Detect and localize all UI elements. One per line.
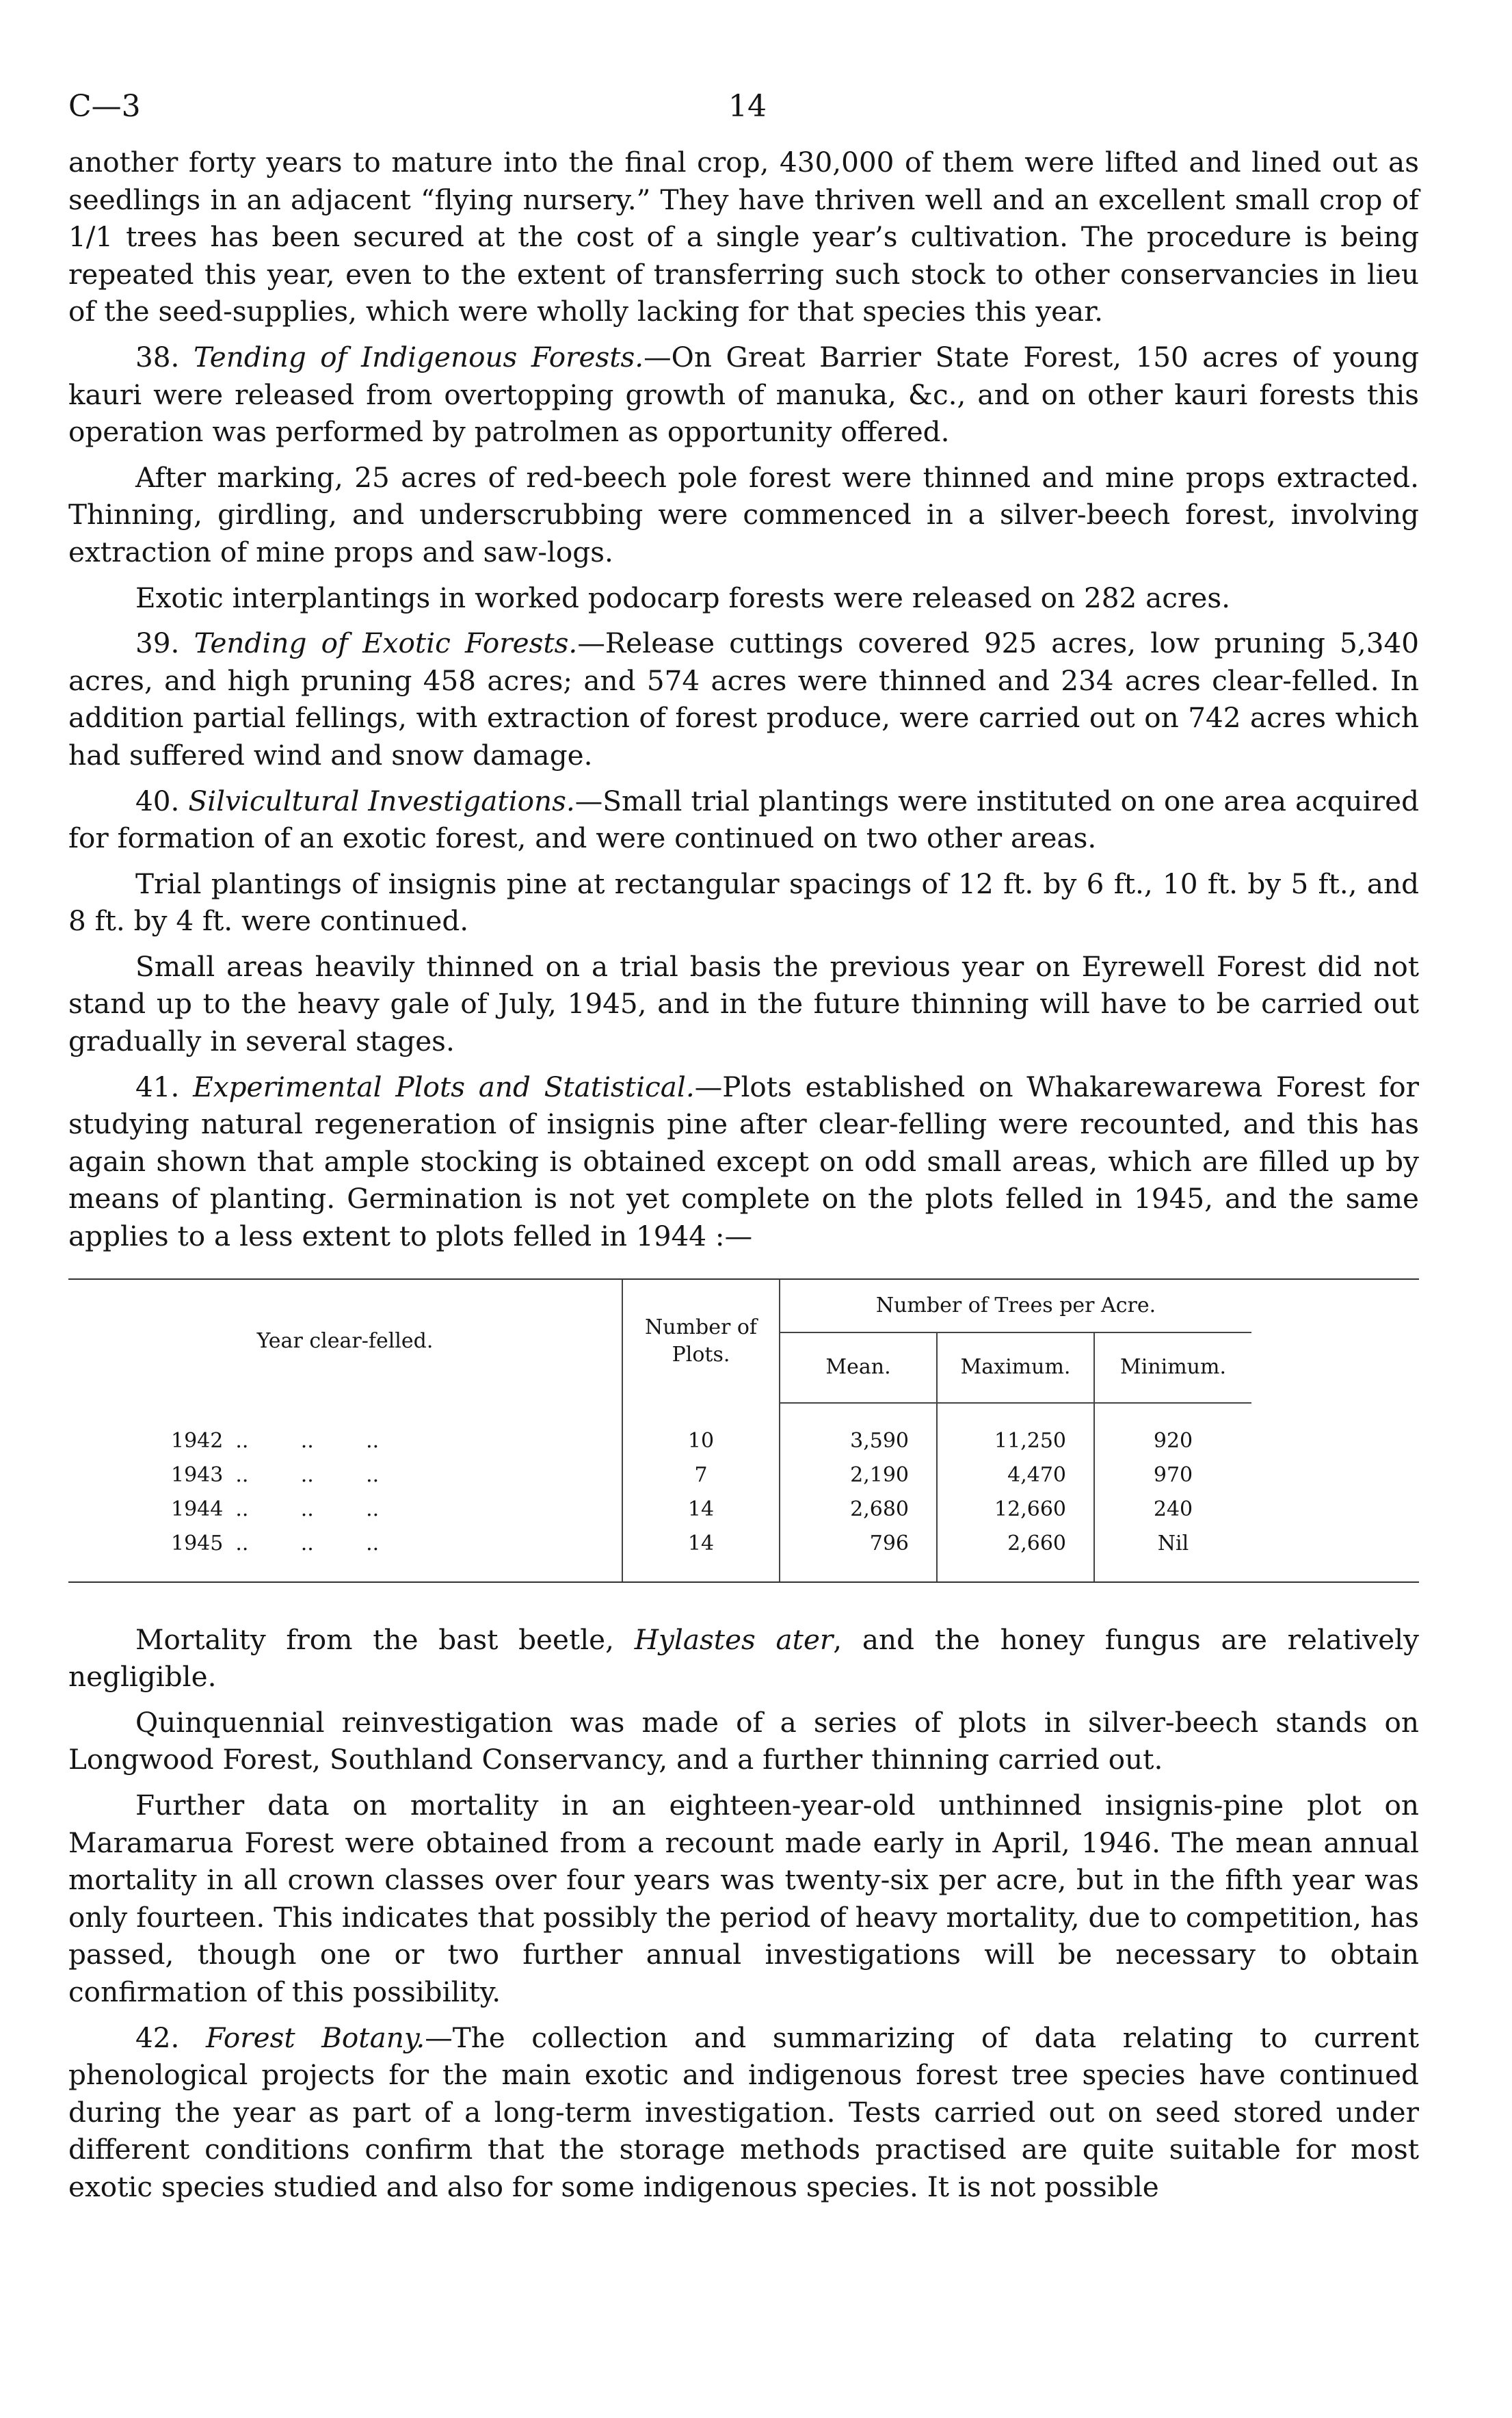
row-minimum: 970 xyxy=(1094,1458,1251,1493)
row-minimum: Nil xyxy=(1094,1527,1251,1561)
row-plots: 14 xyxy=(622,1527,780,1561)
section-number: 41. xyxy=(135,1070,180,1103)
paragraph: Exotic interplantings in worked podocarp forests were released on 282 acres. xyxy=(135,581,1230,614)
section-heading: Silvicultural Investigations. xyxy=(188,784,575,817)
row-maximum: 4,470 xyxy=(937,1458,1094,1493)
series-code: C—3 xyxy=(68,89,141,124)
regeneration-table xyxy=(68,1278,1419,1583)
row-spacer xyxy=(1251,1424,1419,1458)
paragraph: Quinquennial reinvestigation was made of a series of plots in silver-beech stands on Longwood Forest, Southland Conservancy, and a further thinning carried out. xyxy=(68,1705,1419,1776)
year-value: 1944 xyxy=(171,1497,224,1521)
column-header-maximum: Maximum. xyxy=(937,1332,1094,1403)
body-text-continued xyxy=(68,1621,1419,2206)
paragraph: Small areas heavily thinned on a trial basis the previous year on Eyrewell Forest did not stand up to the heavy gale of July, 1945, and in the future thinning will have to be carried out gradually in several stages. xyxy=(68,949,1419,1058)
row-year xyxy=(68,1424,622,1458)
section-text: —Small trial plantings were instituted on one area acquired for formation of an exotic forest, and were continued on two other areas. xyxy=(68,784,1420,855)
row-year xyxy=(68,1493,622,1527)
row-spacer xyxy=(1251,1493,1419,1527)
row-minimum: 240 xyxy=(1094,1493,1251,1527)
table-row xyxy=(68,1424,1419,1458)
dot-leader: .. .. .. xyxy=(235,1462,380,1487)
page-header xyxy=(68,89,1419,144)
row-spacer xyxy=(1251,1458,1419,1493)
row-year xyxy=(68,1527,622,1561)
dot-leader: .. .. .. xyxy=(235,1531,380,1555)
section-41 xyxy=(68,1068,1419,1255)
year-value: 1945 xyxy=(171,1531,224,1555)
column-group-header: Number of Trees per Acre. xyxy=(780,1280,1251,1332)
row-maximum: 2,660 xyxy=(937,1527,1094,1561)
row-spacer xyxy=(1251,1527,1419,1561)
paragraph: Mortality from the bast beetle, Hylastes ater, and the honey fungus are relatively negligible. xyxy=(68,1622,1419,1694)
body-text xyxy=(68,144,1419,1255)
paragraph: Trial plantings of insignis pine at rectangular spacings of 12 ft. by 6 ft., 10 ft. by 5 ft., and 8 ft. by 4 ft. were continued. xyxy=(68,867,1419,938)
row-maximum: 11,250 xyxy=(937,1424,1094,1458)
row-plots: 7 xyxy=(622,1458,780,1493)
section-text: —Plots established on Whakarewarewa Forest for studying natural regeneration of insignis pine after clear-felling were recounted, and this has again shown that ample stocking is obtained except on odd small areas, which are filled up by means of planting. Germination is not yet complete on the plots felled in 1945, and the same applies to a less extent to plots felled in 1944 :— xyxy=(68,1070,1419,1253)
year-value: 1943 xyxy=(171,1462,224,1487)
section-heading: Experimental Plots and Statistical. xyxy=(193,1070,695,1103)
section-number: 38. xyxy=(135,340,180,373)
column-header-year: Year clear-felled. xyxy=(256,1328,434,1353)
section-38 xyxy=(68,339,1419,451)
table-row xyxy=(68,1527,1419,1561)
column-header-plots: Number of Plots. xyxy=(622,1280,780,1403)
paragraph-continued: another forty years to mature into the final crop, 430,000 of them were lifted and lined out as seedlings in an adjacent “flying nursery.” They have thriven well and an excellent small crop of 1/1 trees has been secured at the cost of a single year’s cultivation. The procedure is being repeated this year, even to the extent of transferring such stock to other conservancies in lieu of the seed-supplies, which were wholly lacking for that species this year. xyxy=(68,146,1419,328)
section-number: 42. xyxy=(135,2021,180,2054)
dot-leader: .. .. .. xyxy=(235,1428,380,1453)
paragraph: After marking, 25 acres of red-beech pole forest were thinned and mine props extracted. Thinning, girdling, and underscrubbing were commenced in a silver-beech forest, involving extraction of mine props and saw-logs. xyxy=(68,460,1419,568)
section-number: 40. xyxy=(135,784,180,817)
table-row xyxy=(68,1458,1419,1493)
row-mean: 3,590 xyxy=(780,1424,937,1458)
section-text: —Release cuttings covered 925 acres, low pruning 5,340 acres, and high pruning 458 acres; and 574 acres were thinned and 234 acres clear-felled. In addition partial fellings, with extraction of forest produce, were carried out on 742 acres which had suffered wind and snow damage. xyxy=(68,627,1419,772)
row-mean: 2,680 xyxy=(780,1493,937,1527)
section-39 xyxy=(68,625,1419,774)
table-row xyxy=(68,1493,1419,1527)
row-mean: 796 xyxy=(780,1527,937,1561)
section-text: —On Great Barrier State Forest, 150 acres of young kauri were released from overtopping growth of manuka, &c., and on other kauri forests this operation was performed by patrolmen as opportunity offered. xyxy=(68,340,1419,449)
section-heading: Tending of Exotic Forests. xyxy=(194,627,578,660)
row-year xyxy=(68,1458,622,1493)
document-page xyxy=(68,89,1419,2206)
row-mean: 2,190 xyxy=(780,1458,937,1493)
species-name: Hylastes ater xyxy=(634,1622,834,1656)
row-minimum: 920 xyxy=(1094,1424,1251,1458)
section-heading: Tending of Indigenous Forests. xyxy=(193,340,644,373)
page-number: 14 xyxy=(728,89,767,124)
row-plots: 14 xyxy=(622,1493,780,1527)
section-text: —The collection and summarizing of data relating to current phenological projects for the main exotic and indigenous forest tree species have continued during the year as part of a long-term investigation. Tests carried out on seed stored under different conditions confirm that the storage methods practised are quite suitable for most exotic species studied and also for some indigenous species. It is not possible xyxy=(68,2021,1420,2203)
paragraph: Further data on mortality in an eighteen-year-old unthinned insignis-pine plot on Maramarua Forest were obtained from a recount made early in April, 1946. The mean annual mortality in all crown classes over four years was twenty-six per acre, but in the fifth year was only fourteen. This indicates that possibly the period of heavy mortality, due to competition, has passed, though one or two further annual investigations will be necessary to obtain confirmation of this possibility. xyxy=(68,1789,1419,2008)
column-header-minimum: Minimum. xyxy=(1094,1332,1251,1403)
row-plots: 10 xyxy=(622,1424,780,1458)
section-42 xyxy=(68,2019,1419,2206)
section-number: 39. xyxy=(135,627,180,660)
section-heading: Forest Botany. xyxy=(205,2021,425,2054)
section-40 xyxy=(68,783,1419,857)
dot-leader: .. .. .. xyxy=(235,1497,380,1521)
row-maximum: 12,660 xyxy=(937,1493,1094,1527)
year-value: 1942 xyxy=(171,1428,224,1453)
column-header-mean: Mean. xyxy=(780,1332,937,1403)
